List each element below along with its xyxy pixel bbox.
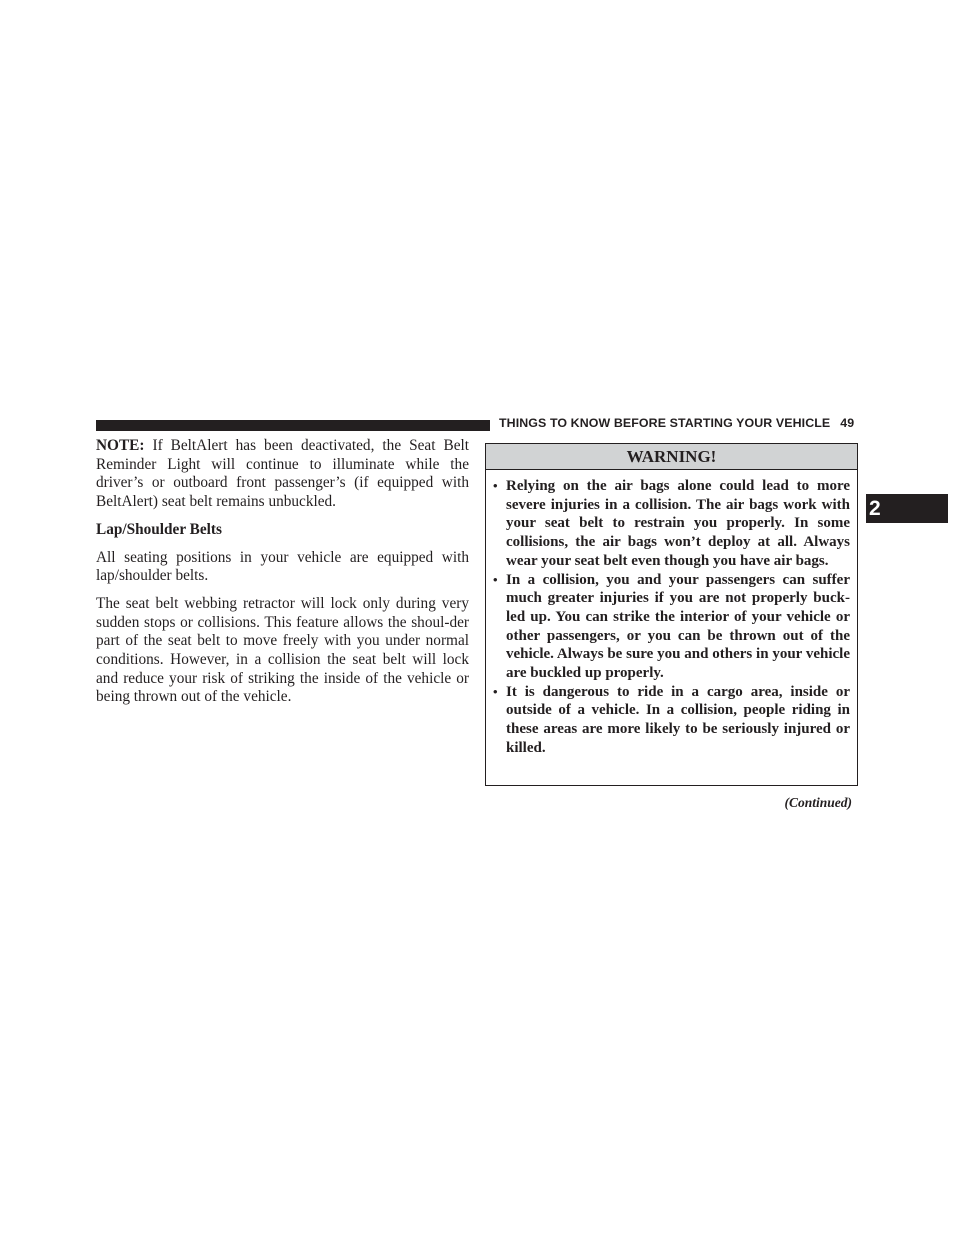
note-label: NOTE:: [96, 437, 145, 454]
warning-item: [493, 477, 850, 571]
warning-item-text: In a collision, you and your passengers can suffer much greater injuries if you are not properly buck-led up. You can strike the interior of your vehicle or other passengers, or you can be thrown out of the vehicle. Always be sure you and others in your vehicle are buckled up properly.: [506, 571, 850, 682]
page-number: 49: [840, 416, 855, 430]
warning-item-text: Relying on the air bags alone could lead to more severe injuries in a collision. The air bags work with your seat belt to restrain you properly. In some collisions, the air bags won’t deploy at all. Always wear your seat belt even though you have air bags.: [506, 478, 850, 569]
bullet-icon: •: [493, 683, 498, 699]
bullet-icon: •: [493, 571, 498, 587]
section-title: THINGS TO KNOW BEFORE STARTING YOUR VEHICLE: [499, 416, 831, 430]
note-paragraph: [96, 437, 469, 512]
continued-label: (Continued): [784, 795, 852, 810]
warning-item: [493, 571, 850, 683]
left-column: [96, 437, 469, 716]
note-text: If BeltAlert has been deactivated, the Seat Belt Reminder Light will continue to illuminate while the driver’s or outboard front passenger’s (if equipped with BeltAlert) seat belt remains unbuckled.: [96, 437, 469, 511]
warning-title: WARNING!: [486, 444, 857, 470]
body-paragraph: All seating positions in your vehicle are equipped with lap/shoulder belts.: [96, 548, 469, 585]
warning-box: [485, 443, 858, 786]
bullet-icon: •: [493, 478, 498, 493]
header-rule: [96, 420, 490, 431]
warning-list: [486, 470, 857, 758]
body-paragraph: The seat belt webbing retractor will lock only during very sudden stops or collisions. This feature allows the shoul-der part of the seat belt to move freely with you under normal conditions. However, in a collision the seat belt will lock and reduce your risk of striking the inside of the vehicle or being thrown out of the vehicle.: [96, 594, 469, 706]
warning-item: [493, 683, 850, 758]
warning-item-text: It is dangerous to ride in a cargo area, inside or outside of a vehicle. In a collision, people riding in these areas are more likely to be seriously injured or killed.: [506, 683, 850, 756]
running-header: [499, 416, 854, 430]
subheading: Lap/Shoulder Belts: [96, 520, 222, 538]
chapter-tab: 2: [866, 494, 948, 523]
